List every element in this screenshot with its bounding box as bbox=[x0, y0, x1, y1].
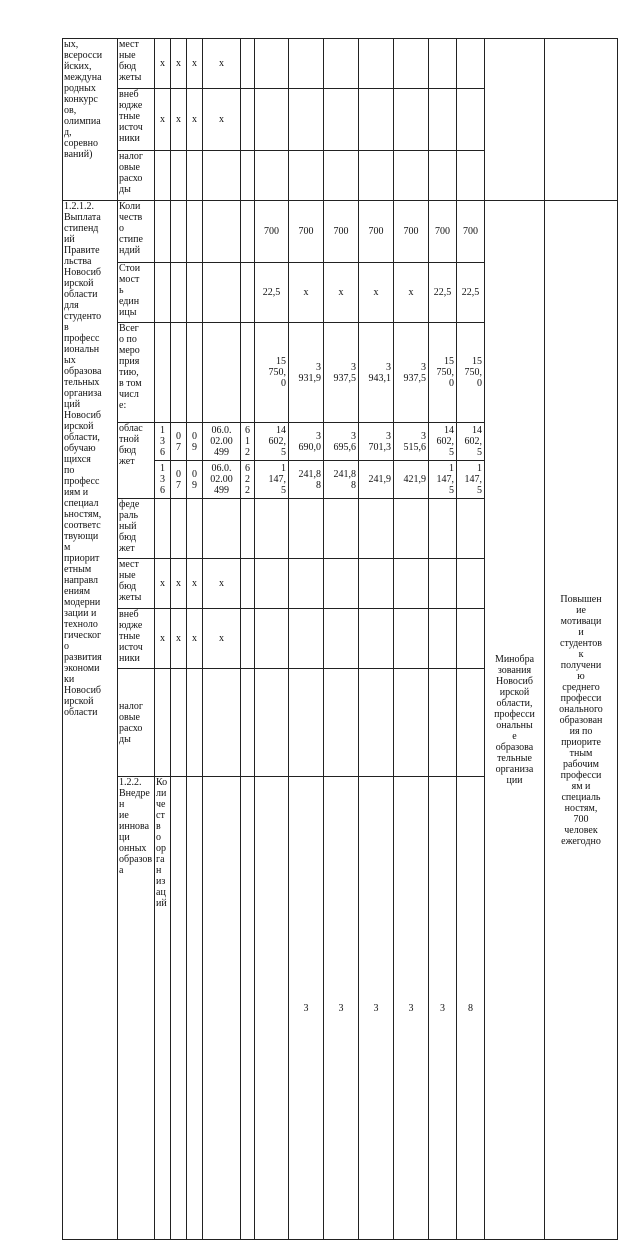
csr-cell: x bbox=[203, 609, 241, 669]
indicator-label: внеб юдже тные источ ники bbox=[119, 609, 143, 664]
rz-cell: 0 7 bbox=[176, 430, 181, 453]
csr-cell: 06.0. 02.00 499 bbox=[210, 425, 233, 458]
value-total: 1 147, 5 bbox=[268, 463, 286, 496]
value-total: 15 750, 0 bbox=[268, 356, 286, 389]
executor-cell bbox=[485, 39, 545, 201]
grbs-cell: x bbox=[155, 609, 171, 669]
pr-cell: x bbox=[187, 39, 203, 89]
result-cell: Повышен ие мотиваци и студентов к получени ю среднего професси онального образован ия по приорите тным рабочим професси ям и специаль ностям, 700 человек ежегодно bbox=[559, 593, 603, 847]
indicator-label: налог овые расхо ды bbox=[119, 151, 143, 195]
program-activities-table bbox=[62, 38, 618, 1240]
grbs-cell: x bbox=[155, 559, 171, 609]
value-year-5: 1 147, 5 bbox=[436, 463, 454, 496]
pr-cell: 0 9 bbox=[192, 468, 197, 491]
csr-cell: 06.0. 02.00 499 bbox=[210, 463, 233, 496]
value-year-1: 3 931,9 bbox=[298, 361, 321, 384]
value-year-4: x bbox=[394, 263, 429, 323]
grbs-cell: 1 3 6 bbox=[160, 425, 165, 458]
pr-cell: x bbox=[187, 89, 203, 151]
value-year-1: 700 bbox=[289, 201, 324, 263]
rz-cell: 0 7 bbox=[176, 468, 181, 491]
grbs-cell: 1 3 6 bbox=[160, 463, 165, 496]
vr-cell: 6 1 2 bbox=[245, 425, 250, 458]
rz-cell: x bbox=[171, 39, 187, 89]
value-total: 22,5 bbox=[255, 263, 289, 323]
activity-name: 1.2.1.2. Выплата стипенд ий Правите льства Новосиб ирской области для студенто в професс иональн ых образова тельных организа ций Новосиб ирской области, обучаю щихся по професс иям и специал ьностям, соответс твующи м приорит етным направл ениям модерни зации и техноло гическог о развития экономи ки Новосиб ирской области bbox=[64, 201, 102, 718]
value-year-5: 22,5 bbox=[429, 263, 457, 323]
value-year-2: 241,8 8 bbox=[333, 468, 356, 491]
csr-cell: x bbox=[203, 559, 241, 609]
table-row bbox=[63, 39, 618, 89]
value-year-3: 3 701,3 bbox=[368, 430, 391, 453]
value-year-4: 3 515,6 bbox=[403, 430, 426, 453]
grbs-cell: x bbox=[155, 89, 171, 151]
value-total: 3 bbox=[289, 777, 324, 1240]
value-year-2: 700 bbox=[324, 201, 359, 263]
pr-cell: 0 9 bbox=[192, 430, 197, 453]
table-row bbox=[63, 201, 618, 263]
value-year-6: 22,5 bbox=[457, 263, 485, 323]
value-year-1: 3 bbox=[324, 777, 359, 1240]
indicator-label: облас тной бюд жет bbox=[119, 423, 143, 467]
indicator-label: Стои мост ь един ицы bbox=[119, 263, 141, 318]
value-year-5: 8 bbox=[457, 777, 485, 1240]
pr-cell: x bbox=[187, 559, 203, 609]
value-year-6: 14 602, 5 bbox=[464, 425, 482, 458]
value-year-3: 3 bbox=[394, 777, 429, 1240]
value-year-2: 3 937,5 bbox=[333, 361, 356, 384]
value-year-4: 3 bbox=[429, 777, 457, 1240]
pr-cell: x bbox=[187, 609, 203, 669]
result-cell bbox=[545, 39, 618, 201]
value-year-2: 3 bbox=[359, 777, 394, 1240]
csr-cell: x bbox=[203, 89, 241, 151]
value-total: 14 602, 5 bbox=[268, 425, 286, 458]
executor-cell: Минобра зования Новосиб ирской области, професси ональны е образова тельные организа ции bbox=[494, 654, 535, 786]
indicator-label: феде раль ный бюд жет bbox=[119, 499, 140, 554]
value-year-1: 3 690,0 bbox=[298, 430, 321, 453]
value-year-2: 3 695,6 bbox=[333, 430, 356, 453]
value-year-6: 700 bbox=[457, 201, 485, 263]
activity-name: ых, всеросси йских, междуна родных конкурс ов, олимпиа д, соревно ваний) bbox=[64, 39, 103, 160]
indicator-label: Коли честв о стипе ндий bbox=[119, 201, 143, 256]
value-year-2: x bbox=[324, 263, 359, 323]
vr-cell: 6 2 2 bbox=[245, 463, 250, 496]
value-year-6: 1 147, 5 bbox=[464, 463, 482, 496]
grbs-cell: x bbox=[155, 39, 171, 89]
value-year-3: 241,9 bbox=[368, 474, 391, 485]
activity-name: 1.2.2. Внедрен ие инноваци онных образова bbox=[119, 777, 153, 876]
rz-cell: x bbox=[171, 609, 187, 669]
value-year-5: 15 750, 0 bbox=[436, 356, 454, 389]
value-year-1: 241,8 8 bbox=[298, 468, 321, 491]
value-year-3: 3 943,1 bbox=[368, 361, 391, 384]
rz-cell: x bbox=[171, 559, 187, 609]
value-year-5: 700 bbox=[429, 201, 457, 263]
indicator-label: Всег о по меро прия тию, в том числ е: bbox=[119, 323, 142, 411]
value-total: 700 bbox=[255, 201, 289, 263]
value-year-3: x bbox=[359, 263, 394, 323]
indicator-label: внеб юдже тные источ ники bbox=[119, 89, 143, 144]
value-year-4: 700 bbox=[394, 201, 429, 263]
indicator-label: Коли честв о орган изац ий bbox=[156, 777, 168, 909]
value-year-4: 3 937,5 bbox=[403, 361, 426, 384]
indicator-label: налог овые расхо ды bbox=[119, 700, 143, 745]
value-year-5: 14 602, 5 bbox=[436, 425, 454, 458]
value-year-3: 700 bbox=[359, 201, 394, 263]
csr-cell: x bbox=[203, 39, 241, 89]
indicator-label: мест ные бюд жеты bbox=[119, 559, 142, 603]
value-year-6: 15 750, 0 bbox=[464, 356, 482, 389]
rz-cell: x bbox=[171, 89, 187, 151]
value-year-4: 421,9 bbox=[403, 474, 426, 485]
indicator-label: мест ные бюд жеты bbox=[119, 39, 142, 83]
value-year-1: x bbox=[289, 263, 324, 323]
